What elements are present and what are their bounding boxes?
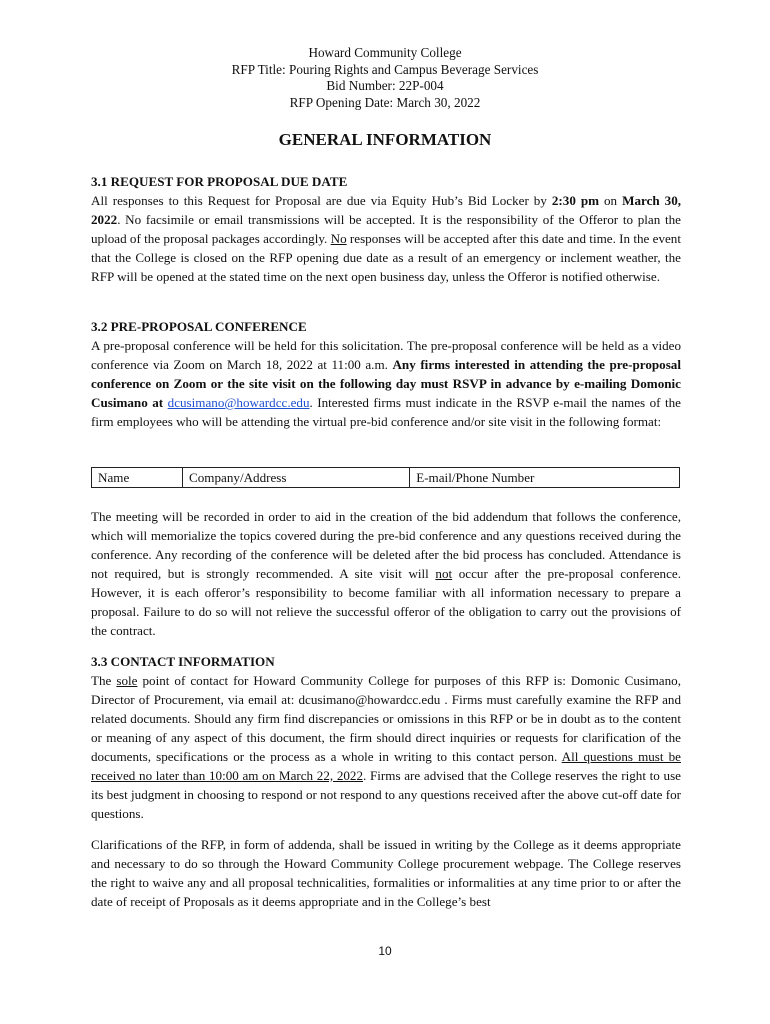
meeting-body: The meeting will be recorded in order to aid in the creation of the bid addendum that follows the conference, which will memorialize the topics covered during the pre-bid conference and any questions received during the conference. Any recording of the conference will be deleted after the bid process has concluded. Attendance is not required, but is strongly recommended. A site visit will not occur after the pre-proposal conference. However, it is each offeror’s responsibility to become familiar with all information necessary to prepare a proposal. Failure to do so will not relieve the successful offeror of the obligation to carry out the provisions of the contract. [91,509,681,638]
section-3-2-heading: 3.2 PRE-PROPOSAL CONFERENCE [91,319,307,334]
clarifications-paragraph [91,835,681,911]
clarifications-body: Clarifications of the RFP, in form of addenda, shall be issued in writing by the College as it deems appropriate and necessary to do so through the Howard Community College procurement webpage. The College reserves the right to waive any and all proposal technicalities, formalities or informalities at any time prior to or after the date of receipt of Proposals as it deems appropriate and in the College’s best [91,837,681,909]
section-3-2 [91,317,681,431]
section-3-3-body: The sole point of contact for Howard Community College for purposes of this RFP is: Domonic Cusimano, Director of Procurement, via email at: dcusimano@howardcc.edu . Firms must carefully examine the RFP and related documents. Should any firm find discrepancies or omissions in this RFP or be in doubt as to the content or meaning of any aspect of this document, the firm should direct inquiries or requests for clarification of the documents, specifications or the process as a whole in writing to this contact person. All questions must be received no later than 10:00 am on March 22, 2022. Firms are advised that the College reserves the right to use its best judgment in choosing to respond or not respond to any questions received after the above cut-off date for questions. [91,673,681,821]
college-name: Howard Community College [308,45,462,60]
document-header [0,45,770,111]
rsvp-format-table [91,467,680,488]
column-company-address: Company/Address [183,468,410,488]
section-3-3-heading: 3.3 CONTACT INFORMATION [91,654,275,669]
section-3-3 [91,652,681,823]
table-row [92,468,680,488]
section-3-1 [91,172,681,286]
email-link[interactable]: dcusimano@howardcc.edu [167,395,310,410]
section-3-1-heading: 3.1 REQUEST FOR PROPOSAL DUE DATE [91,174,348,189]
column-email-phone: E-mail/Phone Number [410,468,680,488]
section-3-2-body: A pre-proposal conference will be held for this solicitation. The pre-proposal conference will be held as a video conference via Zoom on March 18, 2022 at 11:00 a.m. Any firms interested in attending the pre-proposal conference on Zoom or the site visit on the following day must RSVP in advance by e-mailing Domonic Cusimano at dcusimano@howardcc.edu. Interested firms must indicate in the RSVP e-mail the names of the firm employees who will be attending the virtual pre-bid conference and/or site visit in the following format: [91,338,681,429]
column-name: Name [92,468,183,488]
page-number: 10 [378,944,392,958]
opening-date: RFP Opening Date: March 30, 2022 [289,94,481,110]
section-3-1-body: All responses to this Request for Proposal are due via Equity Hub’s Bid Locker by 2:30 pm on March 30, 2022. No facsimile or email transmissions will be accepted. It is the responsibility of the Offeror to plan the upload of the proposal packages accordingly. No responses will be accepted after this date and time. In the event that the College is closed on the RFP opening due date as a result of an emergency or inclement weather, the RFP will be opened at the stated time on the next open business day, unless the Offeror is notified otherwise. [91,193,682,284]
rfp-title: RFP Title: Pouring Rights and Campus Beverage Services [231,61,539,77]
meeting-paragraph [91,507,681,640]
page-title: GENERAL INFORMATION [278,130,492,149]
bid-number: Bid Number: 22P-004 [326,78,444,94]
